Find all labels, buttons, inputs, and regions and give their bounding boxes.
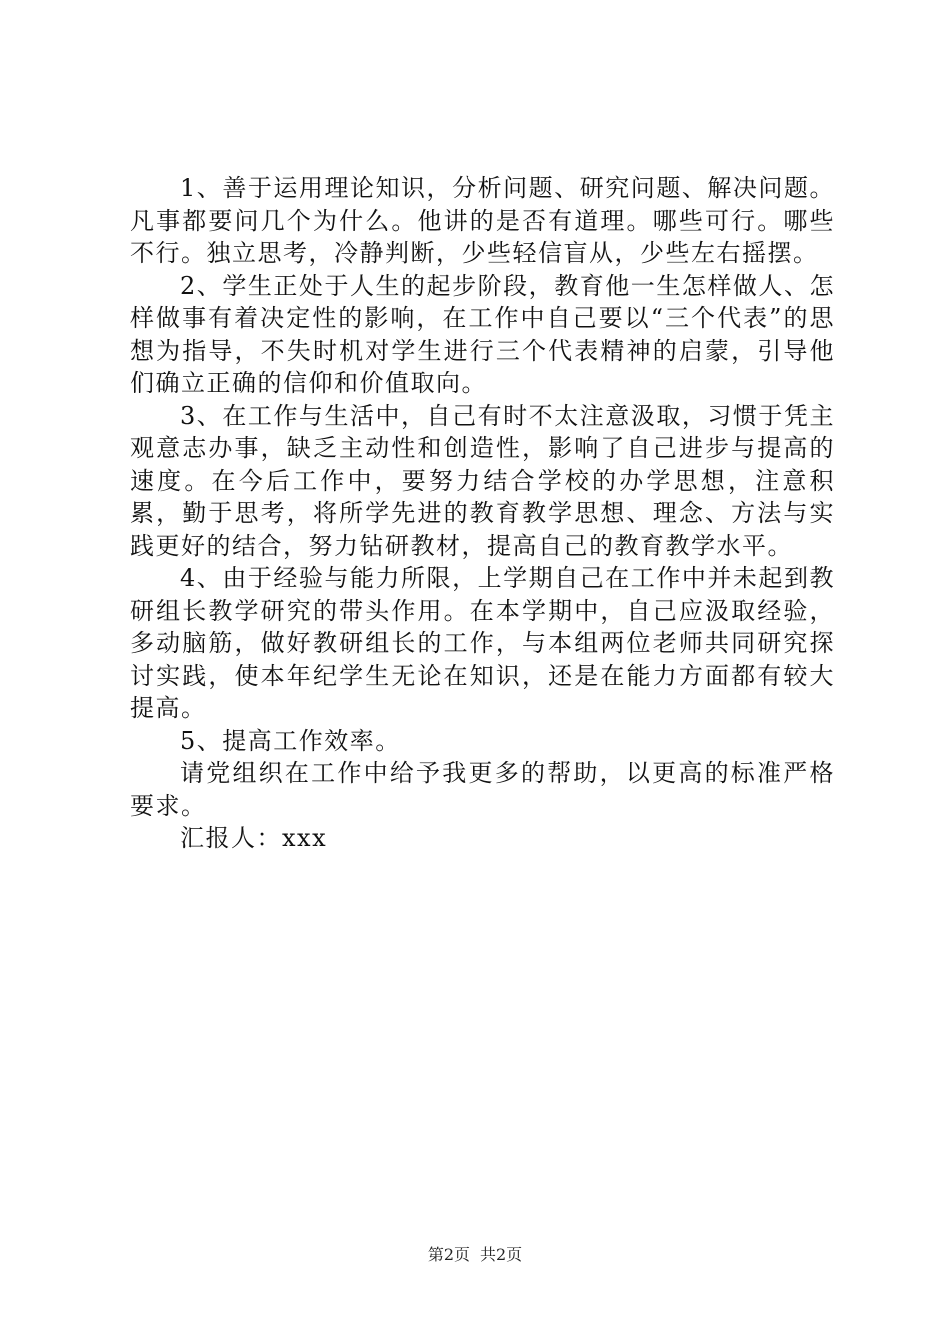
closing-request: 请党组织在工作中给予我更多的帮助，以更高的标准严格要求。: [130, 759, 835, 820]
page-total: 共2页: [480, 1245, 523, 1264]
page-footer: [0, 1244, 950, 1266]
document-body: [130, 172, 835, 855]
paragraph-item-4: 4、由于经验与能力所限，上学期自己在工作中并未起到教研组长教学研究的带头作用。在本学期中，自己应汲取经验，多动脑筋，做好教研组长的工作，与本组两位老师共同研究探讨实践，使本年纪学生无论在知识，还是在能力方面都有较大提高。: [130, 564, 835, 722]
page-number: 第2页: [427, 1245, 470, 1264]
paragraph-item-1: 1、善于运用理论知识，分析问题、研究问题、解决问题。凡事都要问几个为什么。他讲的是否有道理。哪些可行。哪些不行。独立思考，冷静判断，少些轻信盲从，少些左右摇摆。: [130, 174, 835, 267]
paragraph-item-5: 5、提高工作效率。: [180, 726, 401, 755]
paragraph-item-3: 3、在工作与生活中，自己有时不太注意汲取，习惯于凭主观意志办事，缺乏主动性和创造性，影响了自己进步与提高的速度。在今后工作中，要努力结合学校的办学思想，注意积累，勤于思考，将所学先进的教育教学思想、理念、方法与实践更好的结合，努力钻研教材，提高自己的教育教学水平。: [130, 401, 835, 560]
reporter-signature: 汇报人：xxx: [180, 824, 328, 852]
paragraph-item-2: 2、学生正处于人生的起步阶段，教育他一生怎样做人、怎样做事有着决定性的影响，在工作中自己要以“三个代表”的思想为指导，不失时机对学生进行三个代表精神的启蒙，引导他们确立正确的信仰和价值取向。: [130, 271, 835, 397]
